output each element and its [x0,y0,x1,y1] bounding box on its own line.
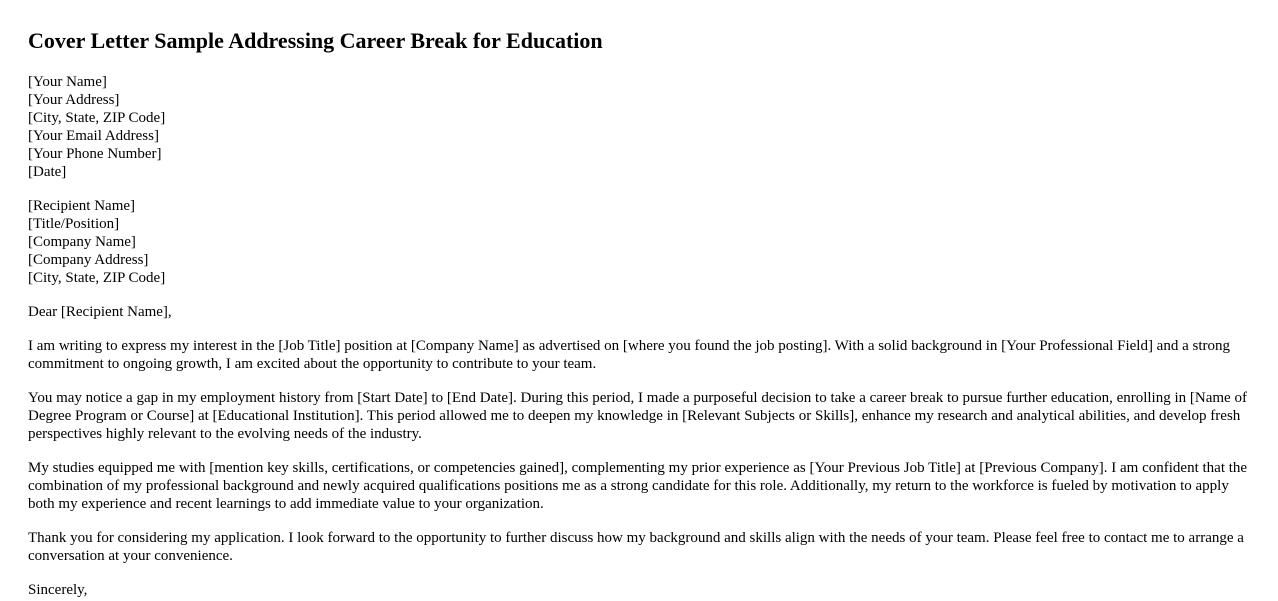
sender-phone: [Your Phone Number] [28,146,162,162]
recipient-name: [Recipient Name] [28,198,136,214]
recipient-address-block [28,197,1250,287]
paragraph-career-break: You may notice a gap in my employment history from [Start Date] to [End Date]. During this period, I made a purposeful decision to take a career break to pursue further education, enrolling in [Name of Degree Program or Course] at [Educational Institution]. This period allowed me to deepen my knowledge in [Relevant Subjects or Skills], enhance my research and analytical abilities, and develop fresh perspectives highly relevant to the evolving needs of the industry. [28,390,1247,442]
page-title: Cover Letter Sample Addressing Career Break for Education [28,28,603,53]
letter-date: [Date] [28,164,67,180]
salutation: Dear [Recipient Name], [28,304,172,320]
paragraph-thanks: Thank you for considering my application. I look forward to the opportunity to further discuss how my background and skills align with the needs of your team. Please feel free to contact me to arrange a conversation at your convenience. [28,530,1244,564]
recipient-company: [Company Name] [28,234,136,250]
sender-address: [Your Address] [28,92,120,108]
paragraph-qualifications: My studies equipped me with [mention key skills, certifications, or competencies gained], complementing my prior experience as [Your Previous Job Title] at [Previous Company]. I am confident that the combination of my professional background and newly acquired qualifications positions me as a strong candidate for this role. Additionally, my return to the workforce is fueled by motivation to apply both my experience and recent learnings to add immediate value to your organization. [28,460,1248,512]
sender-city-state-zip: [City, State, ZIP Code] [28,110,166,126]
recipient-city-state-zip: [City, State, ZIP Code] [28,270,166,286]
paragraph-intro: I am writing to express my interest in the [Job Title] position at [Company Name] as advertised on [where you found the job posting]. With a solid background in [Your Professional Field] and a strong commitment to ongoing growth, I am excited about the opportunity to contribute to your team. [28,338,1230,372]
closing: Sincerely, [28,582,88,598]
sender-address-block [28,73,1250,181]
sender-email: [Your Email Address] [28,128,159,144]
sender-name: [Your Name] [28,74,107,90]
recipient-company-address: [Company Address] [28,252,149,268]
recipient-title: [Title/Position] [28,216,120,232]
